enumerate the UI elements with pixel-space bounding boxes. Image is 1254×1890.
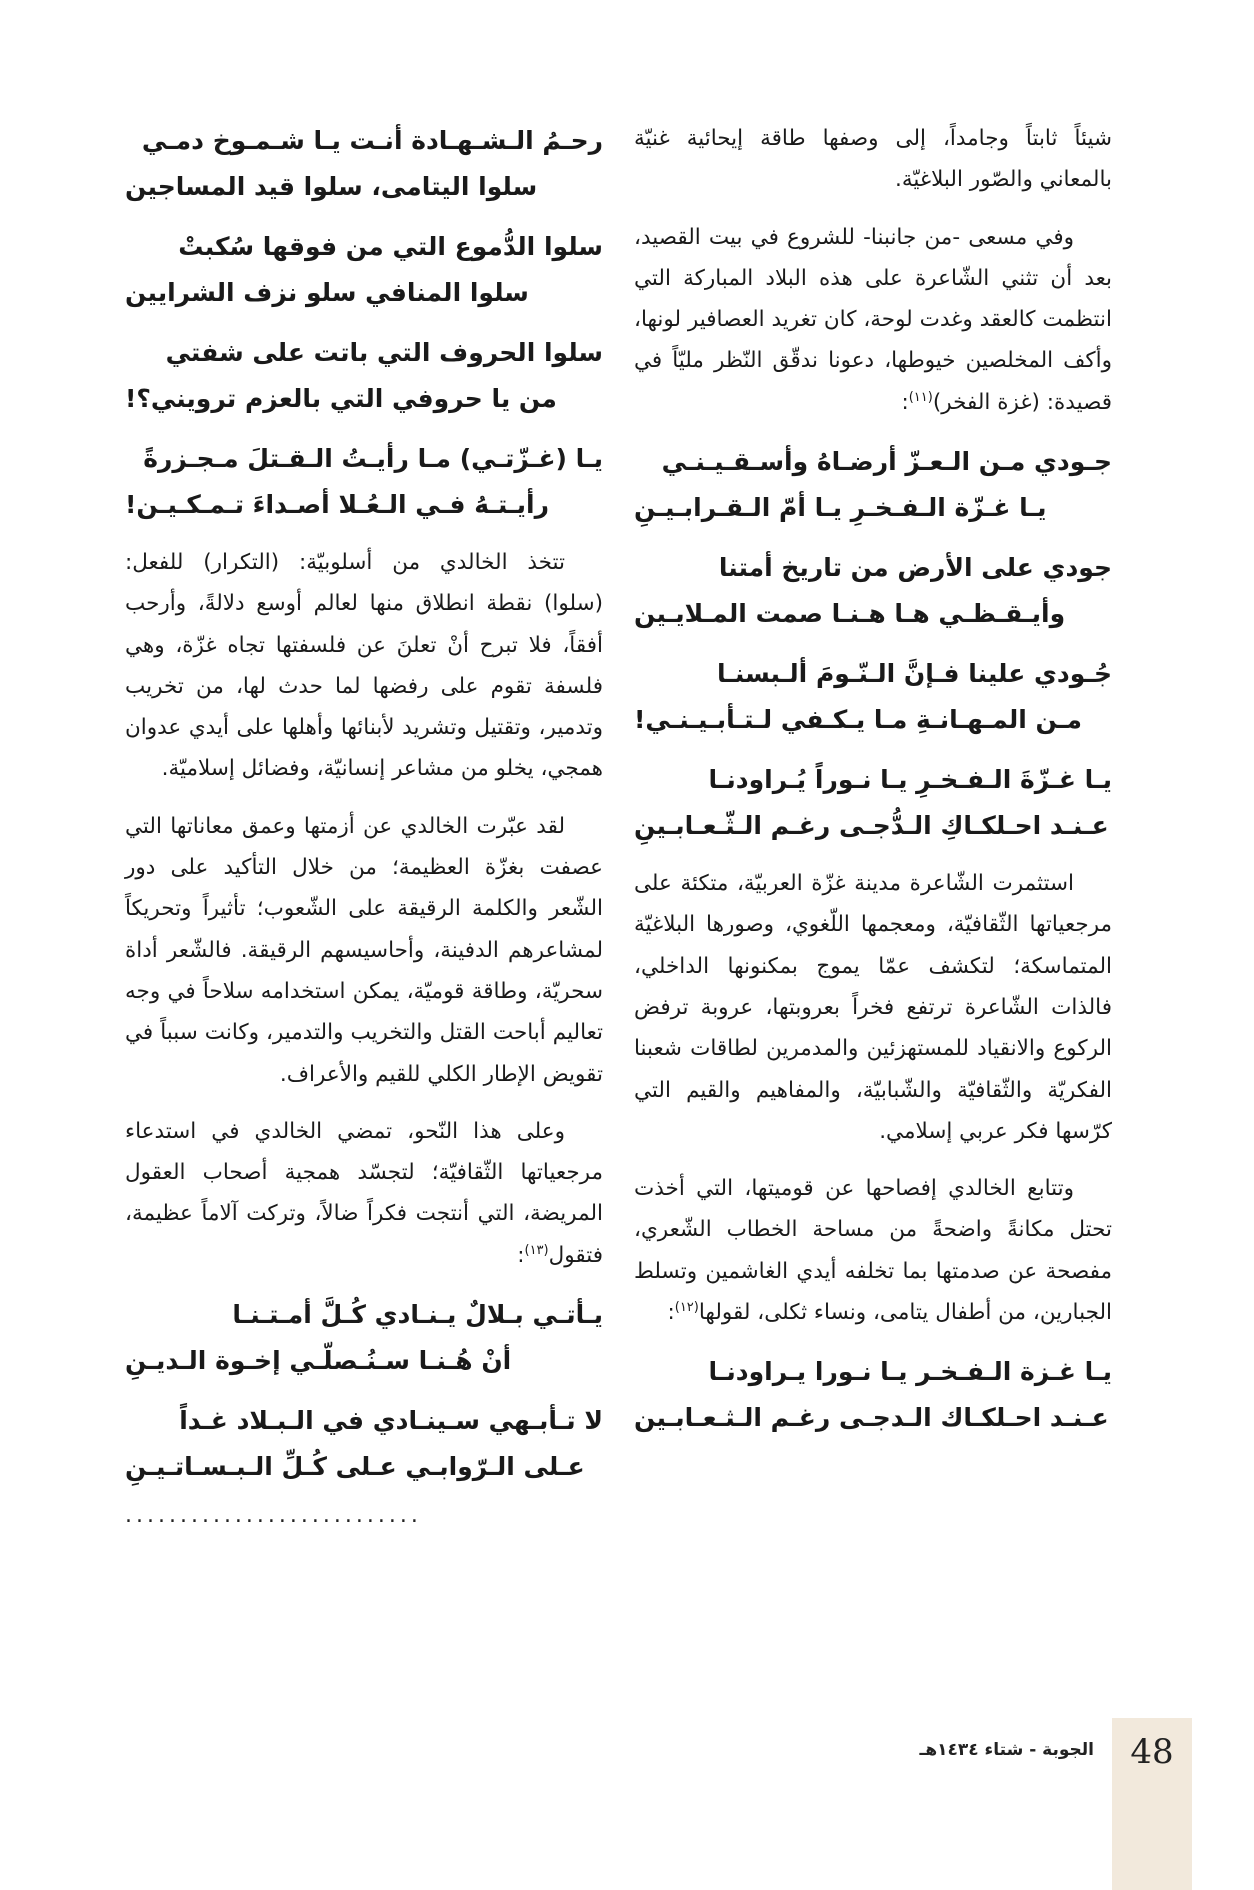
paragraph-text: وتتابع الخالدي إفصاحها عن قوميتها، التي أخذت تحتل مكانةً واضحةً من مساحة الخطاب الشّعري، مفصحة عن صدمتها بما تخلفه أيدي الغاشمين وتسلط الجبارين، من أطفال يتامى، ونساء ثكلى، لقولها <box>634 1176 1112 1326</box>
paragraph <box>125 1111 603 1276</box>
verse-first-hemistich: يـا غـزّةَ الـفـخـرِ يـا نـوراً يُـراودنـا <box>708 765 1112 795</box>
verse-first-hemistich: رحـمُ الـشـهـادة أنـت يـا شـمـوخ دمـي <box>141 126 603 155</box>
paragraph-tail: : <box>901 389 909 415</box>
verse <box>125 1292 603 1384</box>
page-number: 48 <box>1130 1732 1174 1772</box>
footer-issue-label: الجوبة - شتاء ١٤٣٤هـ <box>919 1740 1094 1760</box>
left-column <box>125 118 603 1528</box>
verse-second-hemistich: يـا غـزّة الـفـخـرِ يـا أمّ الـقـرابـيـنِ <box>634 493 1047 523</box>
verse <box>634 1349 1112 1441</box>
page-number-tab <box>1112 1718 1192 1890</box>
verse-first-hemistich: يـا غـزة الـفـخـر يـا نـورا يـراودنـا <box>708 1357 1112 1387</box>
verse-second-hemistich: رأيـتـهُ فـي الـعُـلا أصـداءَ تـمـكـيـن! <box>125 490 549 519</box>
verse-second-hemistich: أنْ هُـنـا سـنُـصلّـي إخـوة الـديـنِ <box>125 1346 512 1376</box>
paragraph-text: وعلى هذا النّحو، تمضي الخالدي في استدعاء مرجعياتها الثّقافيّة؛ لتجسّد همجية أصحاب العقول المريضة، التي أنتجت فكراً ضالاً، وتركت آلاماً عظيمة، فتقول <box>125 1118 603 1268</box>
verse <box>634 651 1112 743</box>
paragraph <box>125 806 603 1095</box>
paragraph-tail: : <box>517 1242 525 1268</box>
verse-second-hemistich: مـن المـهـانـةِ مـا يـكـفي لـتـأبـيـنـي! <box>634 705 1083 735</box>
paragraph <box>634 217 1112 423</box>
verse-second-hemistich: عـنـد احـلكـاكِ الـدُّجـى رغـم الـثّـعـابـينِ <box>634 811 1109 841</box>
dotted-separator: ........................... <box>125 1503 422 1529</box>
paragraph <box>634 863 1112 1152</box>
paragraph <box>634 1168 1112 1333</box>
verse-second-hemistich: وأيـقـظـي هـا هـنـا صمت المـلايـين <box>634 599 1066 629</box>
verse <box>125 224 603 316</box>
footnote-ref: (١٢) <box>674 1299 699 1315</box>
verse-first-hemistich: جـودي مـن الـعـزّ أرضـاهُ وأسـقـيـنـي <box>661 447 1112 477</box>
verse-second-hemistich: من يا حروفي التي بالعزم ترويني؟! <box>125 384 557 413</box>
paragraph <box>125 542 603 790</box>
paragraph-text: استثمرت الشّاعرة مدينة غزّة العربيّة، متكئة على مرجعياتها الثّقافيّة، ومعجمها اللّغوي، وصورها البلاغيّة المتماسكة؛ لتكشف عمّا يموج بمكنونها الداخلي، فالذات الشّاعرة ترتفع فخراً بعروبتها، عروبة ترفض الركوع والانقياد للمستهزئين والمدمرين لطاقات شعبنا الفكريّة والثّقافيّة والشّبابيّة، والمفاهيم والقيم التي كرّسها فكر عربي إسلامي. <box>634 871 1112 1144</box>
verse-second-hemistich: سلوا المنافي سلو نزف الشرايين <box>125 278 529 307</box>
verse-first-hemistich: سلوا الدُّموع التي من فوقها سُكبتْ <box>178 232 603 261</box>
verse-second-hemistich: عـنـد احـلكـاك الـدجـى رغـم الـثـعـابـين <box>634 1403 1109 1433</box>
verse <box>125 1398 603 1490</box>
verse-first-hemistich: يـا (غـزّتـي) مـا رأيـتُ الـقـتلَ مـجـزرةً <box>143 444 603 473</box>
verse-first-hemistich: سلوا الحروف التي باتت على شفتي <box>165 338 603 367</box>
verse <box>634 757 1112 849</box>
verse-first-hemistich: جودي على الأرض من تاريخ أمتنا <box>718 553 1112 583</box>
paragraph-text: وفي مسعى -من جانبنا- للشروع في بيت القصيد، بعد أن تثني الشّاعرة على هذه البلاد المباركة التي انتظمت كالعقد وغدت لوحة، كان تغريد العصافير لونها، وأكف المخلصين خيوطها، دعونا ندقّق النّظر مليّاً في قصيدة: (غزة الفخر) <box>634 224 1112 415</box>
verse-first-hemistich: جُـودي علينا فـإنَّ الـنّـومَ ألـبسنـا <box>716 659 1112 689</box>
verse <box>634 545 1112 637</box>
verse <box>125 330 603 422</box>
verse-first-hemistich: لا تـأبـهي سـينـادي في الـبـلاد غـداً <box>179 1406 603 1436</box>
verse <box>634 439 1112 531</box>
verse <box>125 118 603 210</box>
right-column <box>634 118 1112 1455</box>
paragraph-text: شيئاً ثابتاً وجامداً، إلى وصفها طاقة إيحائية غنيّة بالمعاني والصّور البلاغيّة. <box>634 126 1112 193</box>
paragraph-text: تتخذ الخالدي من أسلوبيّة: (التكرار) للفعل: (سلوا) نقطة انطلاق منها لعالم أوسع دلالةً، وأرحب أفقاً، فلا تبرح أنْ تعلنَ عن فلسفتها تجاه غزّة، وهي فلسفة تقوم على رفضها لما حدث لها، من تخريب وتدمير، وتقتيل وتشريد لأبنائها وأهلها على أيدي عدوان همجي، يخلو من مشاعر إنسانيّة، وفضائل إسلاميّة. <box>125 550 603 782</box>
paragraph-text: لقد عبّرت الخالدي عن أزمتها وعمق معاناتها التي عصفت بغزّة العظيمة؛ من خلال التأكيد على دور الشّعر والكلمة الرقيقة على الشّعوب؛ تأثيراً وتحريكاً لمشاعرهم الدفينة، وأحاسيسهم الرقيقة. فالشّعر أداة سحريّة، وطاقة قوميّة، يمكن استخدامه سلاحاً في وجه تعاليم أباحت القتل والتخريب والتدمير، وكانت سبباً في تقويض الإطار الكلي للقيم والأعراف. <box>125 813 603 1087</box>
verse <box>125 436 603 528</box>
footnote-ref: (١٣) <box>524 1242 549 1258</box>
verse-second-hemistich: عـلى الـرّوابـي عـلى كُـلِّ الـبـسـاتـيـنِ <box>125 1452 585 1482</box>
verse-first-hemistich: يـأتـي بـلالٌ يـنـادي كُـلَّ أمـتـنـا <box>232 1300 603 1330</box>
paragraph <box>634 118 1112 201</box>
paragraph-tail: : <box>667 1300 675 1326</box>
verse-second-hemistich: سلوا اليتامى، سلوا قيد المساجين <box>125 172 538 201</box>
footnote-ref: (١١) <box>908 389 933 405</box>
